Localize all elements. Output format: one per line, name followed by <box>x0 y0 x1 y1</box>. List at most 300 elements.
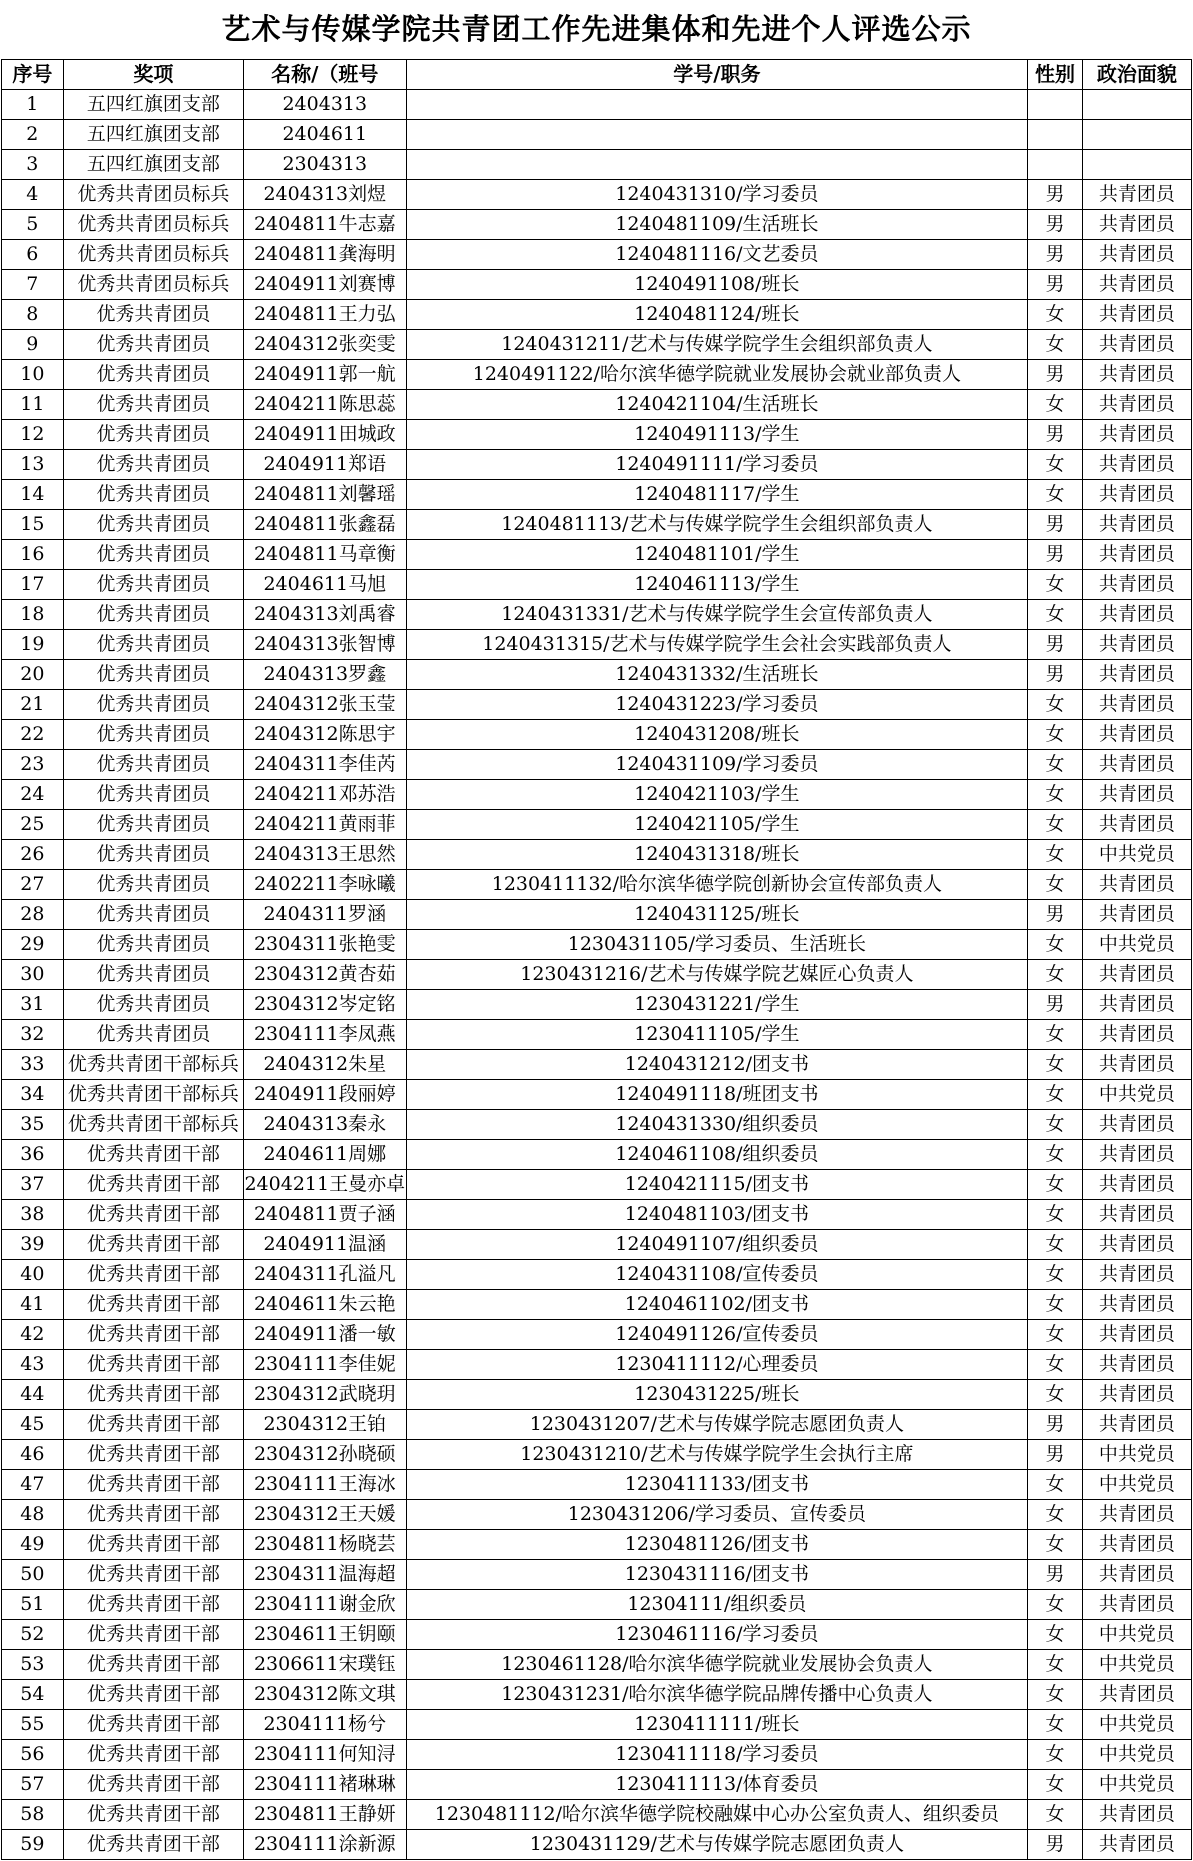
cell-political-status: 共青团员 <box>1082 1350 1191 1380</box>
cell-index: 16 <box>2 540 64 570</box>
cell-name-class: 2404911温涵 <box>244 1230 407 1260</box>
cell-name-class: 2404313 <box>244 90 407 120</box>
cell-id-position: 1230431231/哈尔滨华德学院品牌传播中心负责人 <box>406 1680 1028 1710</box>
table-row <box>2 1530 1192 1560</box>
cell-gender: 女 <box>1028 390 1083 420</box>
cell-political-status: 中共党员 <box>1082 1620 1191 1650</box>
table-row <box>2 810 1192 840</box>
cell-index: 6 <box>2 240 64 270</box>
cell-political-status: 共青团员 <box>1082 240 1191 270</box>
table-row <box>2 780 1192 810</box>
cell-award: 优秀共青团员标兵 <box>63 270 243 300</box>
cell-award: 优秀共青团干部 <box>63 1170 243 1200</box>
table-row <box>2 1620 1192 1650</box>
cell-name-class: 2404811王力弘 <box>244 300 407 330</box>
cell-award: 优秀共青团员 <box>63 330 243 360</box>
cell-gender: 女 <box>1028 870 1083 900</box>
cell-gender: 男 <box>1028 1410 1083 1440</box>
table-row <box>2 120 1192 150</box>
cell-gender: 男 <box>1028 1830 1083 1860</box>
cell-name-class: 2404911潘一敏 <box>244 1320 407 1350</box>
cell-id-position: 1240481109/生活班长 <box>406 210 1028 240</box>
cell-id-position: 1240481117/学生 <box>406 480 1028 510</box>
cell-award: 优秀共青团员 <box>63 510 243 540</box>
table-row <box>2 900 1192 930</box>
cell-political-status: 共青团员 <box>1082 1320 1191 1350</box>
header-political-status: 政治面貌 <box>1082 60 1191 90</box>
table-header-row <box>2 60 1192 90</box>
cell-award: 优秀共青团员 <box>63 870 243 900</box>
table-row <box>2 330 1192 360</box>
cell-gender: 女 <box>1028 1680 1083 1710</box>
cell-award: 优秀共青团干部 <box>63 1770 243 1800</box>
cell-index: 17 <box>2 570 64 600</box>
cell-gender: 女 <box>1028 1650 1083 1680</box>
cell-award: 优秀共青团员 <box>63 990 243 1020</box>
table-row <box>2 1200 1192 1230</box>
header-award: 奖项 <box>63 60 243 90</box>
cell-index: 29 <box>2 930 64 960</box>
cell-gender: 女 <box>1028 780 1083 810</box>
table-row <box>2 1560 1192 1590</box>
cell-id-position: 1230411132/哈尔滨华德学院创新协会宣传部负责人 <box>406 870 1028 900</box>
cell-political-status <box>1082 150 1191 180</box>
cell-name-class: 2404911段丽婷 <box>244 1080 407 1110</box>
cell-index: 48 <box>2 1500 64 1530</box>
cell-award: 优秀共青团员 <box>63 420 243 450</box>
table-row <box>2 1350 1192 1380</box>
cell-gender: 女 <box>1028 1470 1083 1500</box>
cell-award: 优秀共青团员 <box>63 780 243 810</box>
cell-index: 52 <box>2 1620 64 1650</box>
cell-index: 26 <box>2 840 64 870</box>
cell-gender: 男 <box>1028 990 1083 1020</box>
table-row <box>2 1380 1192 1410</box>
cell-award: 优秀共青团员 <box>63 900 243 930</box>
cell-political-status: 共青团员 <box>1082 1020 1191 1050</box>
cell-gender: 女 <box>1028 960 1083 990</box>
cell-political-status: 共青团员 <box>1082 1110 1191 1140</box>
cell-political-status: 共青团员 <box>1082 1800 1191 1830</box>
cell-political-status: 共青团员 <box>1082 1260 1191 1290</box>
cell-award: 优秀共青团干部 <box>63 1650 243 1680</box>
cell-gender: 女 <box>1028 1140 1083 1170</box>
cell-gender <box>1028 120 1083 150</box>
header-id-position: 学号/职务 <box>406 60 1028 90</box>
cell-award: 五四红旗团支部 <box>63 150 243 180</box>
cell-gender <box>1028 90 1083 120</box>
cell-name-class: 2404312张奕雯 <box>244 330 407 360</box>
cell-index: 33 <box>2 1050 64 1080</box>
cell-index: 4 <box>2 180 64 210</box>
cell-id-position: 1230461116/学习委员 <box>406 1620 1028 1650</box>
cell-name-class: 2404313秦永 <box>244 1110 407 1140</box>
table-row <box>2 570 1192 600</box>
cell-index: 36 <box>2 1140 64 1170</box>
cell-name-class: 2404313王思然 <box>244 840 407 870</box>
table-row <box>2 1590 1192 1620</box>
cell-gender: 男 <box>1028 540 1083 570</box>
table-row <box>2 1050 1192 1080</box>
cell-political-status: 共青团员 <box>1082 570 1191 600</box>
cell-index: 55 <box>2 1710 64 1740</box>
cell-award: 优秀共青团干部标兵 <box>63 1080 243 1110</box>
cell-index: 8 <box>2 300 64 330</box>
cell-id-position: 1240491122/哈尔滨华德学院就业发展协会就业部负责人 <box>406 360 1028 390</box>
table-row <box>2 300 1192 330</box>
cell-id-position: 1230411112/心理委员 <box>406 1350 1028 1380</box>
table-row <box>2 630 1192 660</box>
cell-award: 优秀共青团干部 <box>63 1470 243 1500</box>
cell-name-class: 2404911田城政 <box>244 420 407 450</box>
cell-political-status: 中共党员 <box>1082 930 1191 960</box>
cell-id-position <box>406 90 1028 120</box>
table-row <box>2 1260 1192 1290</box>
header-index: 序号 <box>2 60 64 90</box>
cell-index: 5 <box>2 210 64 240</box>
cell-award: 优秀共青团干部标兵 <box>63 1050 243 1080</box>
cell-id-position: 1230481112/哈尔滨华德学院校融媒中心办公室负责人、组织委员 <box>406 1800 1028 1830</box>
cell-political-status: 共青团员 <box>1082 480 1191 510</box>
cell-id-position: 1240481101/学生 <box>406 540 1028 570</box>
cell-gender: 女 <box>1028 1050 1083 1080</box>
cell-id-position: 1240431318/班长 <box>406 840 1028 870</box>
cell-award: 优秀共青团干部 <box>63 1590 243 1620</box>
cell-gender: 男 <box>1028 210 1083 240</box>
cell-gender: 女 <box>1028 1710 1083 1740</box>
cell-political-status: 共青团员 <box>1082 1200 1191 1230</box>
cell-name-class: 2304111何知浔 <box>244 1740 407 1770</box>
cell-political-status: 中共党员 <box>1082 840 1191 870</box>
cell-id-position: 1230431116/团支书 <box>406 1560 1028 1590</box>
cell-award: 五四红旗团支部 <box>63 90 243 120</box>
cell-gender: 女 <box>1028 300 1083 330</box>
cell-index: 56 <box>2 1740 64 1770</box>
table-row <box>2 1800 1192 1830</box>
cell-id-position: 1230431206/学习委员、宣传委员 <box>406 1500 1028 1530</box>
cell-award: 优秀共青团干部 <box>63 1200 243 1230</box>
cell-name-class: 2304312岑定铭 <box>244 990 407 1020</box>
table-row <box>2 990 1192 1020</box>
cell-political-status: 共青团员 <box>1082 510 1191 540</box>
cell-award: 优秀共青团干部 <box>63 1620 243 1650</box>
cell-id-position: 1240431211/艺术与传媒学院学生会组织部负责人 <box>406 330 1028 360</box>
cell-political-status: 中共党员 <box>1082 1650 1191 1680</box>
table-row <box>2 1140 1192 1170</box>
table-row <box>2 1770 1192 1800</box>
cell-index: 23 <box>2 750 64 780</box>
cell-id-position: 1230431216/艺术与传媒学院艺媒匠心负责人 <box>406 960 1028 990</box>
cell-award: 优秀共青团员 <box>63 720 243 750</box>
cell-award: 优秀共青团员 <box>63 360 243 390</box>
cell-political-status: 共青团员 <box>1082 690 1191 720</box>
cell-political-status: 共青团员 <box>1082 720 1191 750</box>
table-row <box>2 690 1192 720</box>
cell-gender: 女 <box>1028 1590 1083 1620</box>
cell-gender: 男 <box>1028 270 1083 300</box>
cell-name-class: 2304312王天媛 <box>244 1500 407 1530</box>
cell-political-status: 共青团员 <box>1082 1050 1191 1080</box>
cell-award: 优秀共青团干部 <box>63 1320 243 1350</box>
cell-political-status: 共青团员 <box>1082 1230 1191 1260</box>
cell-name-class: 2404811马章衡 <box>244 540 407 570</box>
cell-political-status: 共青团员 <box>1082 1500 1191 1530</box>
table-row <box>2 1440 1192 1470</box>
cell-id-position: 1240421105/学生 <box>406 810 1028 840</box>
table-row <box>2 150 1192 180</box>
cell-political-status: 共青团员 <box>1082 900 1191 930</box>
cell-political-status: 共青团员 <box>1082 390 1191 420</box>
cell-gender: 女 <box>1028 810 1083 840</box>
cell-political-status: 共青团员 <box>1082 1830 1191 1860</box>
cell-award: 优秀共青团干部标兵 <box>63 1110 243 1140</box>
cell-name-class: 2304312武晓玥 <box>244 1380 407 1410</box>
cell-political-status: 共青团员 <box>1082 600 1191 630</box>
cell-index: 34 <box>2 1080 64 1110</box>
table-row <box>2 1080 1192 1110</box>
cell-political-status: 共青团员 <box>1082 270 1191 300</box>
cell-gender <box>1028 150 1083 180</box>
cell-award: 优秀共青团干部 <box>63 1500 243 1530</box>
cell-gender: 女 <box>1028 1020 1083 1050</box>
cell-index: 57 <box>2 1770 64 1800</box>
cell-name-class: 2404911刘赛博 <box>244 270 407 300</box>
table-row <box>2 1320 1192 1350</box>
cell-name-class: 2304312陈文琪 <box>244 1680 407 1710</box>
cell-political-status: 共青团员 <box>1082 630 1191 660</box>
cell-id-position: 1240421115/团支书 <box>406 1170 1028 1200</box>
cell-political-status: 共青团员 <box>1082 1560 1191 1590</box>
cell-name-class: 2404211王曼亦卓 <box>244 1170 407 1200</box>
cell-index: 42 <box>2 1320 64 1350</box>
cell-name-class: 2304811杨晓芸 <box>244 1530 407 1560</box>
cell-id-position: 1240431310/学习委员 <box>406 180 1028 210</box>
cell-name-class: 2404611马旭 <box>244 570 407 600</box>
page-title: 艺术与传媒学院共青团工作先进集体和先进个人评选公示 <box>221 11 972 46</box>
cell-index: 25 <box>2 810 64 840</box>
table-row <box>2 720 1192 750</box>
cell-gender: 女 <box>1028 1110 1083 1140</box>
cell-name-class: 2404313刘煜 <box>244 180 407 210</box>
cell-gender: 女 <box>1028 1800 1083 1830</box>
cell-name-class: 2304611王钥颐 <box>244 1620 407 1650</box>
cell-political-status: 共青团员 <box>1082 540 1191 570</box>
cell-gender: 女 <box>1028 1380 1083 1410</box>
cell-name-class: 2404611朱云艳 <box>244 1290 407 1320</box>
cell-name-class: 2402211李咏曦 <box>244 870 407 900</box>
cell-index: 10 <box>2 360 64 390</box>
cell-id-position: 1240491113/学生 <box>406 420 1028 450</box>
cell-name-class: 2304111杨兮 <box>244 1710 407 1740</box>
cell-political-status: 中共党员 <box>1082 1440 1191 1470</box>
cell-index: 43 <box>2 1350 64 1380</box>
cell-political-status: 共青团员 <box>1082 1530 1191 1560</box>
cell-index: 45 <box>2 1410 64 1440</box>
cell-index: 9 <box>2 330 64 360</box>
table-row <box>2 1470 1192 1500</box>
table-row <box>2 660 1192 690</box>
cell-id-position: 1230431105/学习委员、生活班长 <box>406 930 1028 960</box>
cell-name-class: 2304111涂新源 <box>244 1830 407 1860</box>
cell-index: 19 <box>2 630 64 660</box>
cell-name-class: 2304111王海冰 <box>244 1470 407 1500</box>
cell-political-status: 共青团员 <box>1082 330 1191 360</box>
cell-name-class: 2404211陈思蕊 <box>244 390 407 420</box>
table-row <box>2 1680 1192 1710</box>
table-row <box>2 540 1192 570</box>
cell-gender: 男 <box>1028 1440 1083 1470</box>
cell-political-status: 共青团员 <box>1082 300 1191 330</box>
cell-index: 14 <box>2 480 64 510</box>
cell-name-class: 2304111谢金欣 <box>244 1590 407 1620</box>
cell-award: 优秀共青团员 <box>63 480 243 510</box>
cell-award: 优秀共青团员 <box>63 540 243 570</box>
cell-gender: 女 <box>1028 600 1083 630</box>
cell-name-class: 2404312朱星 <box>244 1050 407 1080</box>
table-row <box>2 600 1192 630</box>
cell-name-class: 2304312孙晓硕 <box>244 1440 407 1470</box>
cell-id-position: 1240491107/组织委员 <box>406 1230 1028 1260</box>
cell-political-status: 共青团员 <box>1082 1290 1191 1320</box>
cell-award: 优秀共青团员 <box>63 1020 243 1050</box>
cell-index: 21 <box>2 690 64 720</box>
cell-name-class: 2304313 <box>244 150 407 180</box>
cell-gender: 女 <box>1028 840 1083 870</box>
table-row <box>2 420 1192 450</box>
cell-award: 优秀共青团干部 <box>63 1410 243 1440</box>
cell-name-class: 2404911郭一航 <box>244 360 407 390</box>
cell-index: 22 <box>2 720 64 750</box>
cell-name-class: 2404312张玉莹 <box>244 690 407 720</box>
cell-political-status: 共青团员 <box>1082 420 1191 450</box>
table-row <box>2 1110 1192 1140</box>
cell-political-status: 共青团员 <box>1082 1590 1191 1620</box>
cell-id-position: 1240431109/学习委员 <box>406 750 1028 780</box>
cell-award: 优秀共青团干部 <box>63 1830 243 1860</box>
cell-name-class: 2404311李佳芮 <box>244 750 407 780</box>
cell-index: 46 <box>2 1440 64 1470</box>
cell-award: 优秀共青团员 <box>63 300 243 330</box>
cell-index: 44 <box>2 1380 64 1410</box>
cell-gender: 女 <box>1028 1320 1083 1350</box>
cell-gender: 女 <box>1028 1350 1083 1380</box>
cell-name-class: 2304811王静妍 <box>244 1800 407 1830</box>
cell-index: 41 <box>2 1290 64 1320</box>
cell-gender: 女 <box>1028 720 1083 750</box>
cell-gender: 女 <box>1028 1290 1083 1320</box>
cell-id-position <box>406 150 1028 180</box>
cell-id-position: 1240491126/宣传委员 <box>406 1320 1028 1350</box>
cell-index: 59 <box>2 1830 64 1860</box>
cell-award: 优秀共青团干部 <box>63 1740 243 1770</box>
cell-gender: 女 <box>1028 1230 1083 1260</box>
cell-gender: 男 <box>1028 900 1083 930</box>
cell-gender: 男 <box>1028 360 1083 390</box>
cell-political-status: 共青团员 <box>1082 450 1191 480</box>
table-row <box>2 90 1192 120</box>
cell-id-position: 1240461113/学生 <box>406 570 1028 600</box>
cell-award: 优秀共青团员 <box>63 570 243 600</box>
cell-gender: 女 <box>1028 570 1083 600</box>
cell-name-class: 2404811牛志嘉 <box>244 210 407 240</box>
cell-name-class: 2404311孔溢凡 <box>244 1260 407 1290</box>
cell-political-status: 共青团员 <box>1082 1380 1191 1410</box>
cell-gender: 男 <box>1028 1560 1083 1590</box>
cell-index: 53 <box>2 1650 64 1680</box>
cell-index: 54 <box>2 1680 64 1710</box>
cell-index: 1 <box>2 90 64 120</box>
cell-id-position: 1230431221/学生 <box>406 990 1028 1020</box>
cell-index: 51 <box>2 1590 64 1620</box>
cell-political-status: 共青团员 <box>1082 1170 1191 1200</box>
cell-gender: 女 <box>1028 1740 1083 1770</box>
cell-gender: 女 <box>1028 450 1083 480</box>
cell-gender: 女 <box>1028 1500 1083 1530</box>
cell-political-status: 中共党员 <box>1082 1770 1191 1800</box>
header-gender: 性别 <box>1028 60 1083 90</box>
cell-gender: 男 <box>1028 180 1083 210</box>
cell-political-status: 中共党员 <box>1082 1470 1191 1500</box>
cell-gender: 男 <box>1028 660 1083 690</box>
cell-gender: 男 <box>1028 510 1083 540</box>
cell-name-class: 2306611宋璞钰 <box>244 1650 407 1680</box>
cell-award: 五四红旗团支部 <box>63 120 243 150</box>
cell-id-position: 1240481103/团支书 <box>406 1200 1028 1230</box>
cell-id-position: 1240461102/团支书 <box>406 1290 1028 1320</box>
award-table <box>1 59 1192 1860</box>
cell-name-class: 2404811张鑫磊 <box>244 510 407 540</box>
cell-name-class: 2404811刘馨瑶 <box>244 480 407 510</box>
cell-index: 31 <box>2 990 64 1020</box>
cell-political-status: 共青团员 <box>1082 180 1191 210</box>
cell-name-class: 2404311罗涵 <box>244 900 407 930</box>
table-row <box>2 1710 1192 1740</box>
cell-name-class: 2304111李凤燕 <box>244 1020 407 1050</box>
cell-index: 13 <box>2 450 64 480</box>
cell-gender: 女 <box>1028 1770 1083 1800</box>
cell-gender: 女 <box>1028 750 1083 780</box>
cell-award: 优秀共青团干部 <box>63 1560 243 1590</box>
cell-political-status: 中共党员 <box>1082 1740 1191 1770</box>
table-row <box>2 1740 1192 1770</box>
table-row <box>2 750 1192 780</box>
table-row <box>2 180 1192 210</box>
cell-index: 32 <box>2 1020 64 1050</box>
cell-name-class: 2304312黄杏茹 <box>244 960 407 990</box>
cell-award: 优秀共青团员 <box>63 960 243 990</box>
cell-award: 优秀共青团干部 <box>63 1530 243 1560</box>
cell-award: 优秀共青团员 <box>63 690 243 720</box>
cell-award: 优秀共青团员 <box>63 750 243 780</box>
cell-gender: 女 <box>1028 930 1083 960</box>
cell-gender: 女 <box>1028 1620 1083 1650</box>
cell-political-status: 共青团员 <box>1082 870 1191 900</box>
cell-index: 38 <box>2 1200 64 1230</box>
cell-id-position: 1240431223/学习委员 <box>406 690 1028 720</box>
table-row <box>2 870 1192 900</box>
table-row <box>2 960 1192 990</box>
cell-political-status: 共青团员 <box>1082 960 1191 990</box>
cell-award: 优秀共青团员 <box>63 600 243 630</box>
cell-index: 40 <box>2 1260 64 1290</box>
cell-index: 37 <box>2 1170 64 1200</box>
cell-index: 27 <box>2 870 64 900</box>
cell-id-position: 1240431125/班长 <box>406 900 1028 930</box>
cell-index: 58 <box>2 1800 64 1830</box>
cell-award: 优秀共青团干部 <box>63 1710 243 1740</box>
cell-id-position: 1240431332/生活班长 <box>406 660 1028 690</box>
cell-name-class: 2404313刘禹睿 <box>244 600 407 630</box>
